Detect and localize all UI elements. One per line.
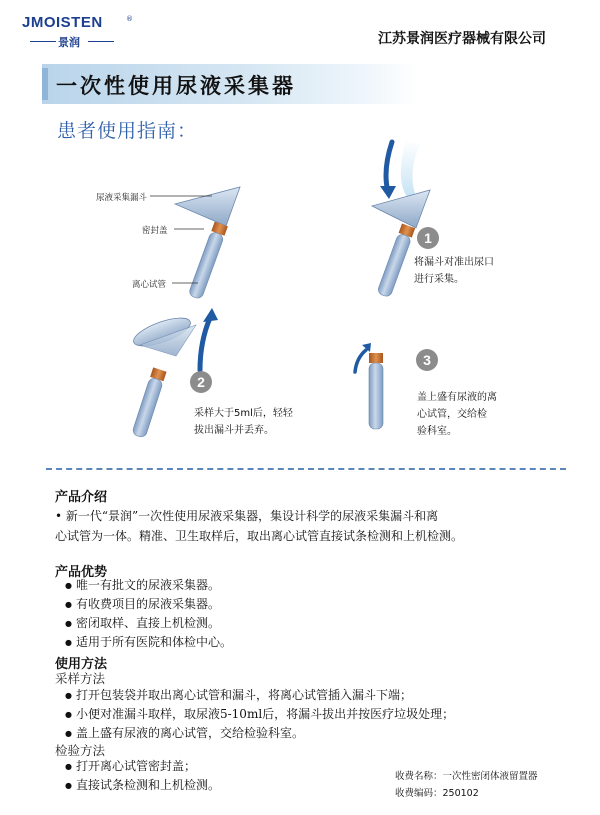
testing-title: 检验方法	[55, 743, 106, 758]
testing-list	[65, 757, 220, 795]
list-item: ● 有收费项目的尿液采集器。	[65, 595, 232, 614]
step-1-text: 将漏斗对准出尿口 进行采集。	[414, 257, 494, 285]
list-item: ● 盖上盛有尿液的离心试管，交给检验科室。	[65, 724, 454, 743]
logo-text: JMOISTEN	[22, 14, 103, 31]
list-item: ● 直接试条检测和上机检测。	[65, 776, 220, 795]
intro-heading: 产品介绍	[55, 490, 108, 505]
company-name: 江苏景润医疗器械有限公司	[378, 31, 546, 47]
list-item: ● 小便对准漏斗取样，取尿液5-10ml后，将漏斗拔出并按医疗垃圾处理；	[65, 705, 454, 724]
sampling-title: 采样方法	[55, 671, 106, 686]
step-3-text: 盖上盛有尿液的离 心试管，交给检 验科室。	[417, 392, 497, 437]
urine-stream	[401, 140, 420, 198]
usage-heading: 使用方法	[55, 657, 108, 672]
curve-arrow-icon	[355, 350, 366, 372]
down-arrow-icon	[386, 142, 392, 192]
sampling-list	[65, 686, 454, 743]
step-2-text: 采样大于5ml后，轻轻 拔出漏斗并丢弃。	[194, 408, 293, 436]
list-item: ● 唯一有批文的尿液采集器。	[65, 576, 232, 595]
advantages-list	[65, 576, 232, 652]
section-divider	[46, 468, 566, 470]
advantages-heading: 产品优势	[55, 565, 108, 580]
step-number-2: 2	[197, 374, 205, 390]
up-arrow-icon	[200, 318, 210, 370]
logo-chinese-name: 景润	[58, 36, 80, 49]
step-number-3: 3	[423, 352, 431, 368]
label-funnel: 尿液采集漏斗	[96, 193, 148, 203]
page-title: 一次性使用尿液采集器	[56, 74, 296, 98]
registered-mark: ®	[126, 15, 133, 23]
charge-name: 收费名称：一次性密闭体液留置器	[395, 771, 538, 782]
page-subtitle: 患者使用指南：	[57, 120, 198, 142]
list-item: ● 密闭取样、直接上机检测。	[65, 614, 232, 633]
label-cap: 密封盖	[142, 226, 168, 236]
funnel-shape	[175, 187, 240, 226]
label-tube: 离心试管	[132, 280, 167, 290]
list-item: ● 打开包装袋并取出离心试管和漏斗，将离心试管插入漏斗下端；	[65, 686, 454, 705]
tube-shape	[188, 231, 224, 300]
intro-paragraph: • 新一代“景润”一次性使用尿液采集器，集设计科学的尿液采集漏斗和离 心试管为一体。精准、卫生取样后，取出离心试管直接试条检测和上机检测。	[55, 509, 464, 543]
list-item: ● 适用于所有医院和体检中心。	[65, 633, 232, 652]
list-item: ● 打开离心试管密封盖；	[65, 757, 220, 776]
charge-code: 收费编码：250102	[395, 788, 479, 799]
step-number-1: 1	[424, 230, 432, 246]
